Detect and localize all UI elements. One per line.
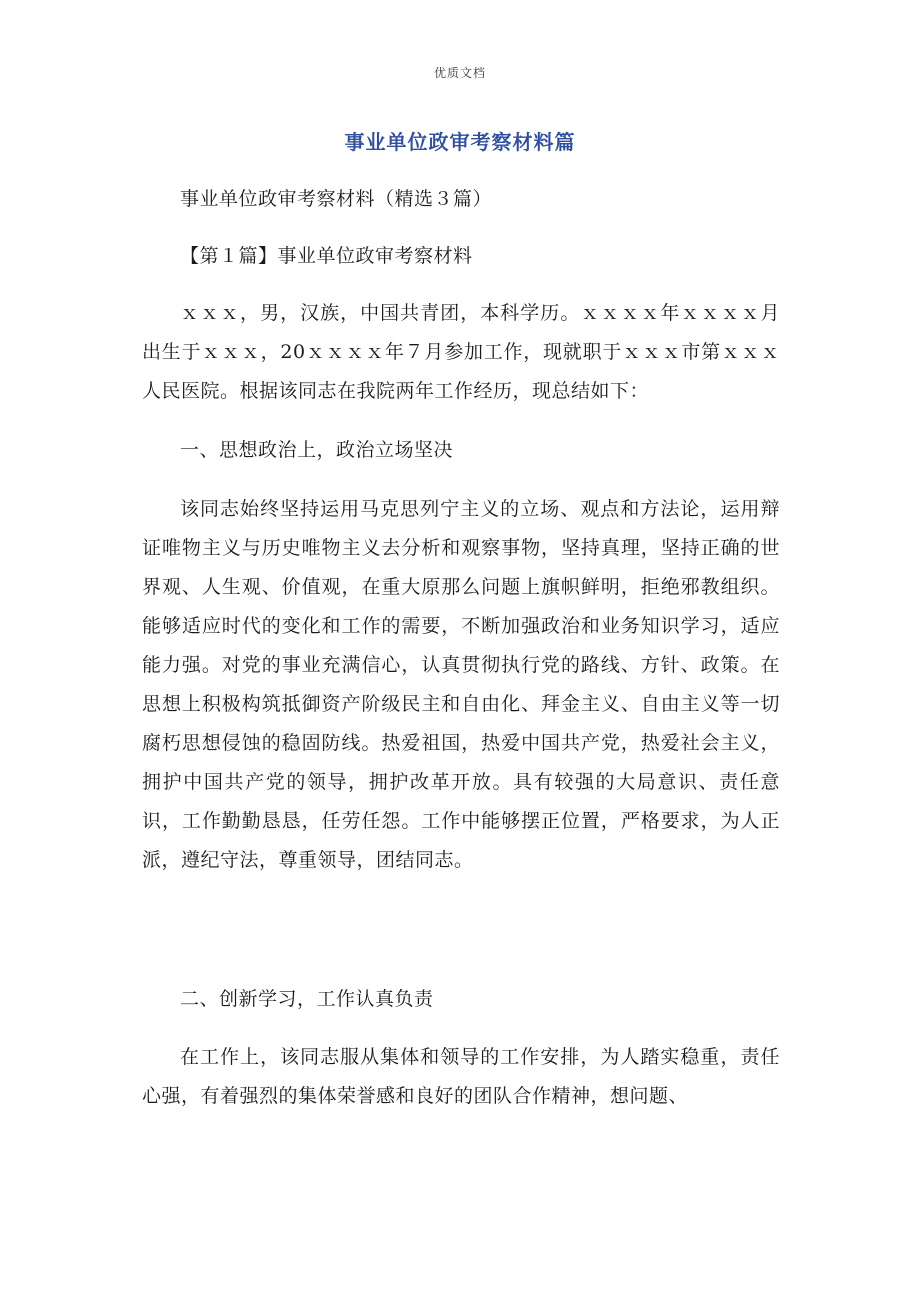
page-header-label: 优质文档 [433, 66, 486, 80]
document-title: 事业单位政审考察材料篇 [344, 130, 576, 154]
section-2-paragraph: 在工作上，该同志服从集体和领导的工作安排，为人踏实稳重，责任心强，有着强烈的集体荣誉感和良好的团队合作精神，想问题、 [142, 1046, 780, 1107]
document-subtitle: 事业单位政审考察材料（精选３篇） [180, 188, 493, 210]
section-1-paragraph: 该同志始终坚持运用马克思列宁主义的立场、观点和方法论，运用辩证唯物主义与历史唯物主义去分析和观察事物，坚持真理，坚持正确的世界观、人生观、价值观，在重大原那么问题上旗帜鲜明，拒绝邪教组织。能够适应时代的变化和工作的需要，不断加强政治和业务知识学习，适应能力强。对党的事业充满信心，认真贯彻执行党的路线、方针、政策。在思想上积极构筑抵御资产阶级民主和自由化、拜金主义、自由主义等一切腐朽思想侵蚀的稳固防线。热爱祖国，热爱中国共产党，热爱社会主义，拥护中国共产党的领导，拥护改革开放。具有较强的大局意识、责任意识，工作勤勤恳恳，任劳任怨。工作中能够摆正位置，严格要求，为人正派，遵纪守法，尊重领导，团结同志。 [142, 498, 780, 871]
intro-paragraph: ｘｘｘ，男，汉族，中国共青团，本科学历。ｘｘｘｘ年ｘｘｘｘ月出生于ｘｘｘ，20ｘｘｘｘ年７月参加工作，现就职于ｘｘｘ市第ｘｘｘ人民医院。根据该同志在我院两年工作经历，现总结如下： [142, 302, 780, 402]
section-1-heading: 一、思想政治上，政治立场坚决 [180, 439, 454, 461]
part-heading: 【第１篇】事业单位政审考察材料 [180, 245, 473, 267]
section-2-heading: 二、创新学习，工作认真负责 [180, 988, 434, 1010]
